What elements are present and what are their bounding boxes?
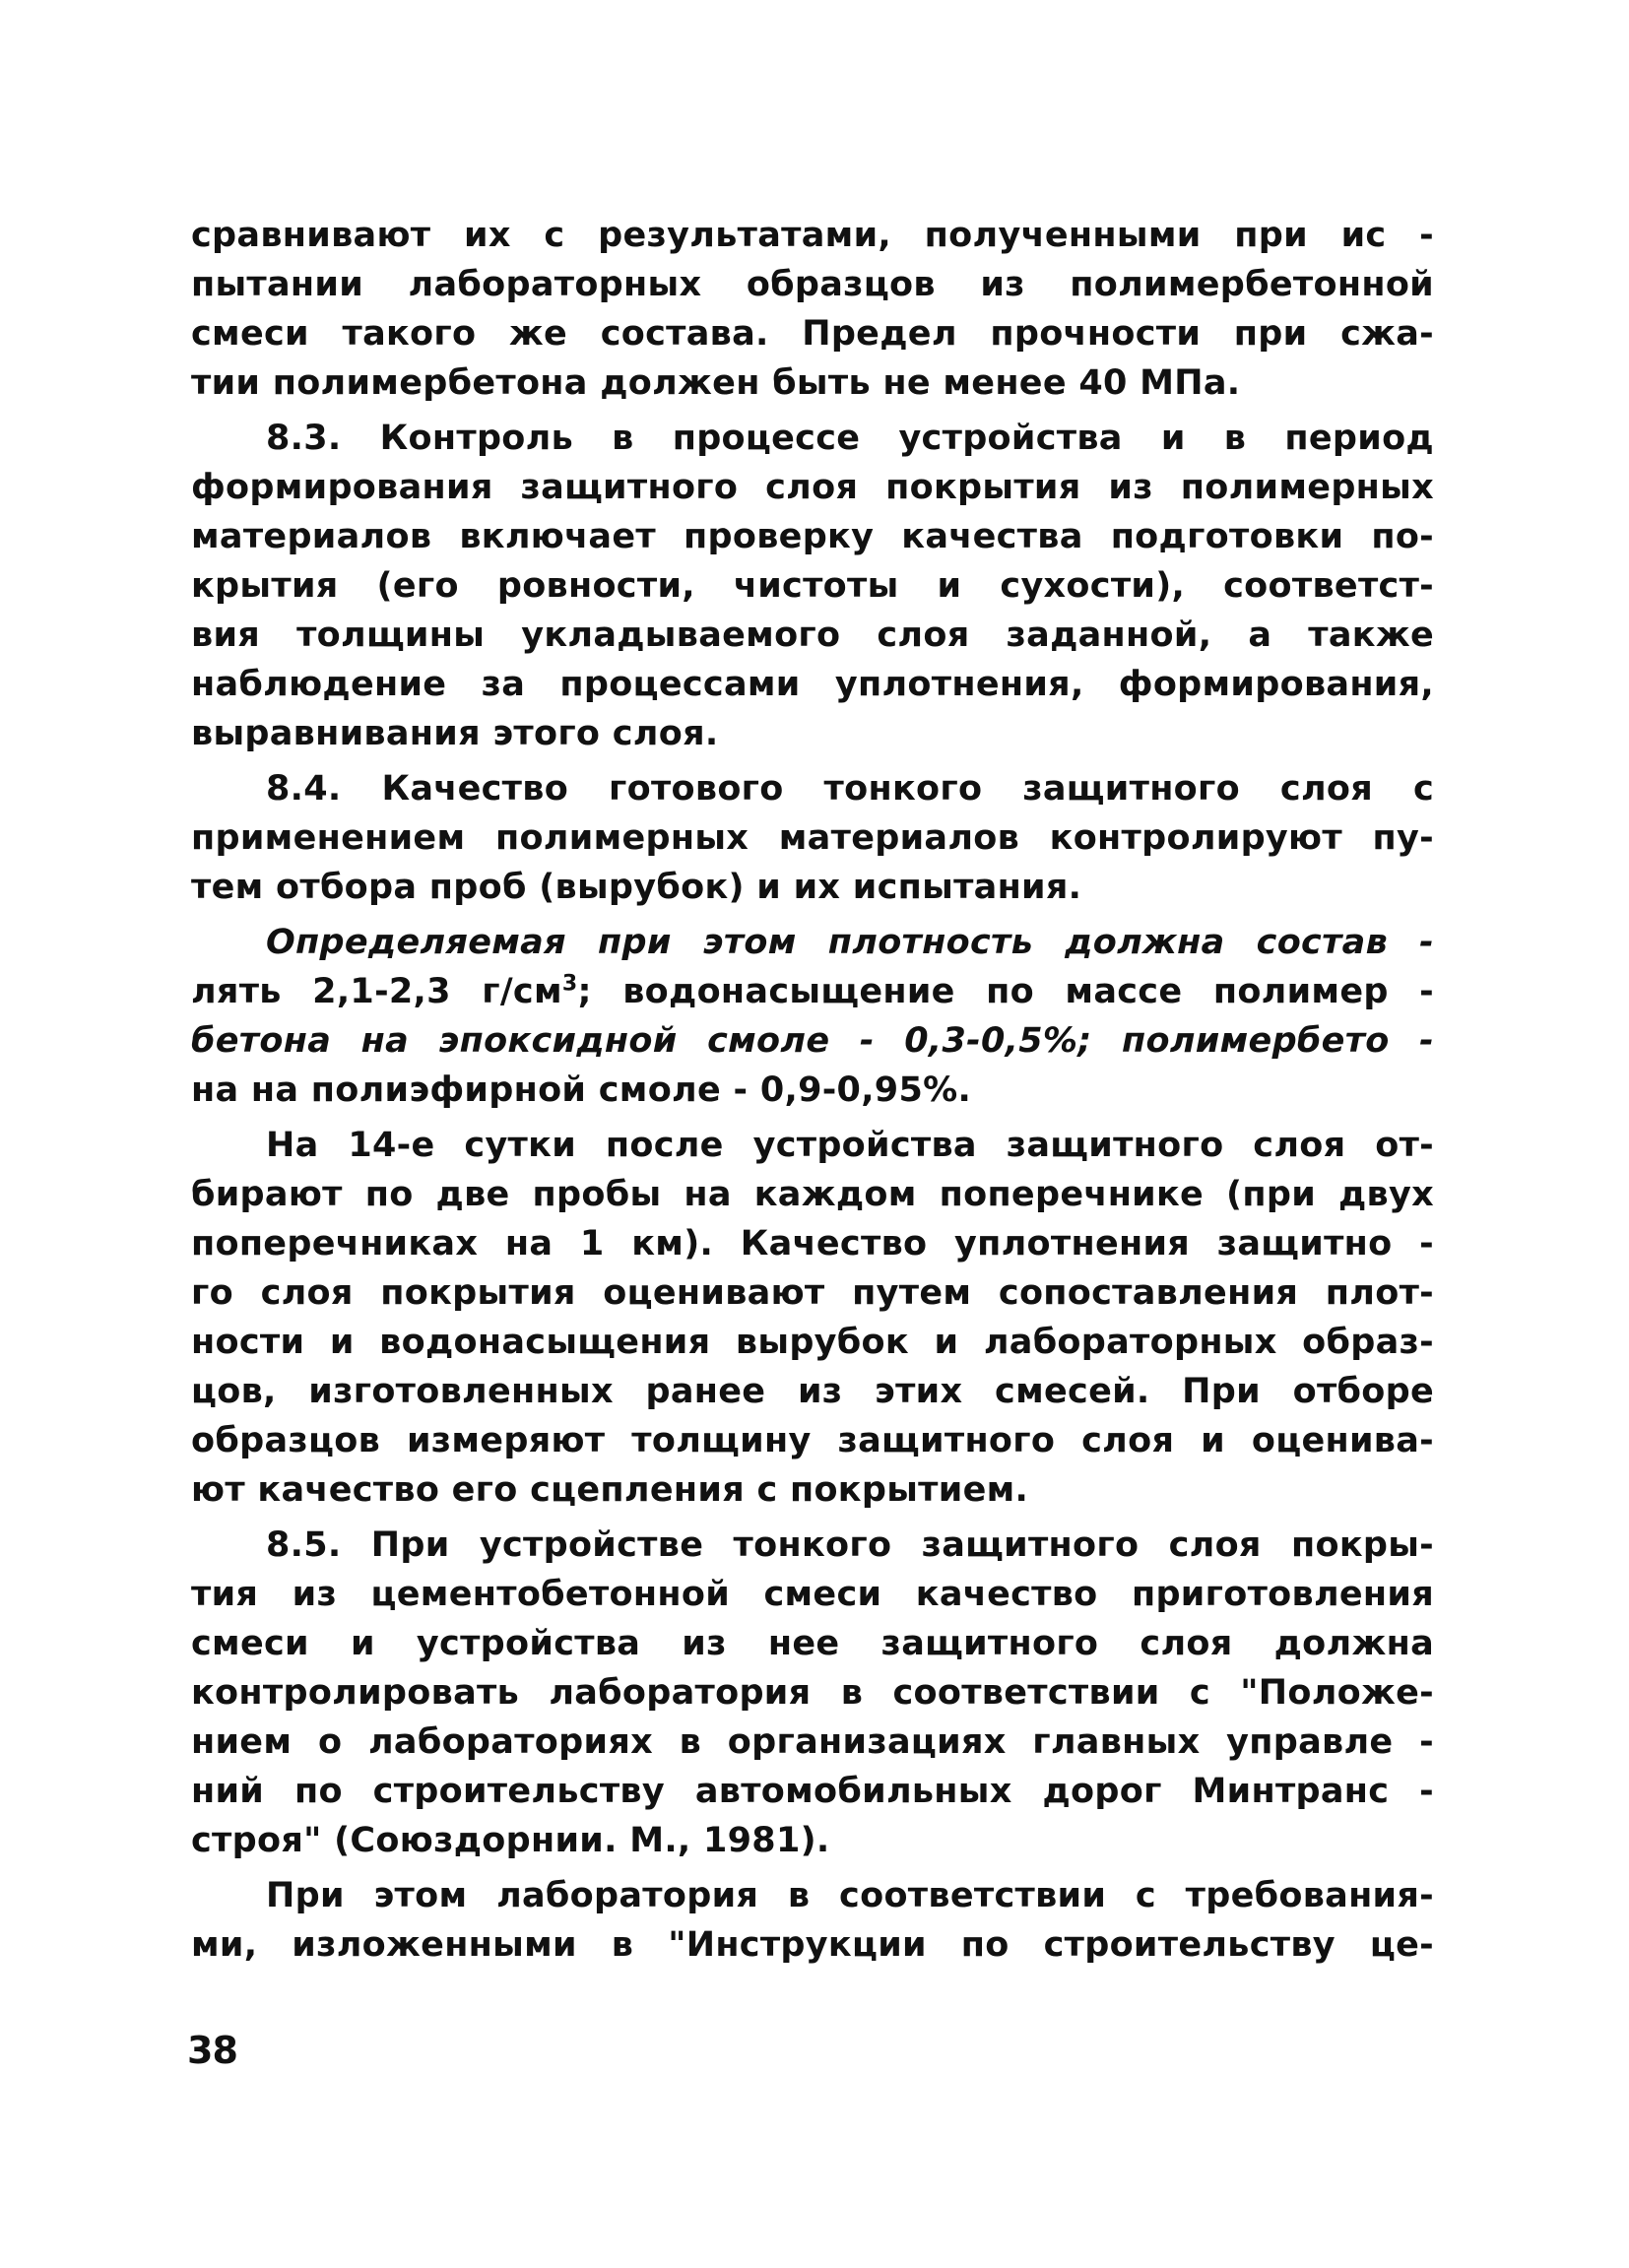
text-line: формирования защитного слоя покрытия из полимерных	[191, 468, 1434, 507]
text-line: ми, изложенными в "Инструкции по строительству це-	[191, 1925, 1434, 1965]
water-saturation-text: ; водонасыщение по массе полимер -	[577, 972, 1434, 1011]
text-line: 8.5. При устройстве тонкого защитного слоя покры-	[266, 1525, 1434, 1565]
text-line: строя" (Союздорнии. М., 1981).	[191, 1821, 830, 1860]
text-line: ний по строительству автомобильных дорог Минтранс -	[191, 1772, 1434, 1811]
text-line: крытия (его ровности, чистоты и сухости), соответст-	[191, 566, 1434, 606]
text-line: бирают по две пробы на каждом поперечнике (при двух	[191, 1175, 1434, 1214]
text-line: го слоя покрытия оценивают путем сопоставления плот-	[191, 1273, 1434, 1313]
text-line: тии полимербетона должен быть не менее 40 МПа.	[191, 363, 1241, 403]
text-line: нием о лабораториях в организациях главных управле -	[191, 1722, 1434, 1762]
section-8-3	[191, 414, 1434, 758]
text-line: тем отбора проб (вырубок) и их испытания.	[191, 868, 1082, 907]
text-line: вия толщины укладываемого слоя заданной, а также	[191, 616, 1434, 655]
text-line: материалов включает проверку качества подготовки по-	[191, 517, 1434, 556]
text-line: цов, изготовленных ранее из этих смесей. При отборе	[191, 1372, 1434, 1411]
text-line: применением полимерных материалов контролируют пу-	[191, 818, 1434, 858]
text-line: образцов измеряют толщину защитного слоя и оценива-	[191, 1421, 1434, 1460]
text-line: контролировать лаборатория в соответствии с "Положе-	[191, 1673, 1434, 1713]
text-line: На 14-е сутки после устройства защитного слоя от-	[266, 1126, 1434, 1165]
text-line: выравнивания этого слоя.	[191, 714, 719, 753]
page-number: 38	[187, 2029, 237, 2072]
text-line: сравнивают их с результатами, полученными при ис -	[191, 216, 1434, 255]
density-value-text: лять 2,1-2,3 г/см	[191, 972, 562, 1011]
density-paragraph	[191, 918, 1434, 1115]
paragraph-continuation	[191, 211, 1434, 408]
section-8-4	[191, 764, 1434, 912]
text-line: При этом лаборатория в соответствии с требования-	[266, 1876, 1434, 1915]
body-text	[191, 211, 1434, 1970]
final-paragraph	[191, 1871, 1434, 1970]
text-line: наблюдение за процессами уплотнения, формирования,	[191, 665, 1434, 704]
text-line	[191, 967, 1434, 1016]
text-line: поперечниках на 1 км). Качество уплотнения защитно -	[191, 1224, 1434, 1264]
text-line: ности и водонасыщения вырубок и лабораторных образ-	[191, 1323, 1434, 1362]
text-line: Определяемая при этом плотность должна состав -	[266, 923, 1434, 962]
text-line: тия из цементобетонной смеси качество приготовления	[191, 1575, 1434, 1614]
text-line: 8.3. Контроль в процессе устройства и в период	[266, 419, 1434, 458]
text-line: ют качество его сцепления с покрытием.	[191, 1470, 1029, 1510]
text-line: 8.4. Качество готового тонкого защитного слоя с	[266, 769, 1434, 809]
superscript-3: 3	[561, 971, 578, 997]
text-line: пытании лабораторных образцов из полимербетонной	[191, 265, 1434, 304]
section-8-5	[191, 1521, 1434, 1865]
text-line: бетона на эпоксидной смоле - 0,3-0,5%; полимербето -	[191, 1021, 1434, 1061]
sampling-paragraph	[191, 1121, 1434, 1515]
text-line: на на полиэфирной смоле - 0,9-0,95%.	[191, 1070, 972, 1110]
text-line: смеси и устройства из нее защитного слоя должна	[191, 1624, 1434, 1663]
text-line: смеси такого же состава. Предел прочности при сжа-	[191, 314, 1434, 354]
